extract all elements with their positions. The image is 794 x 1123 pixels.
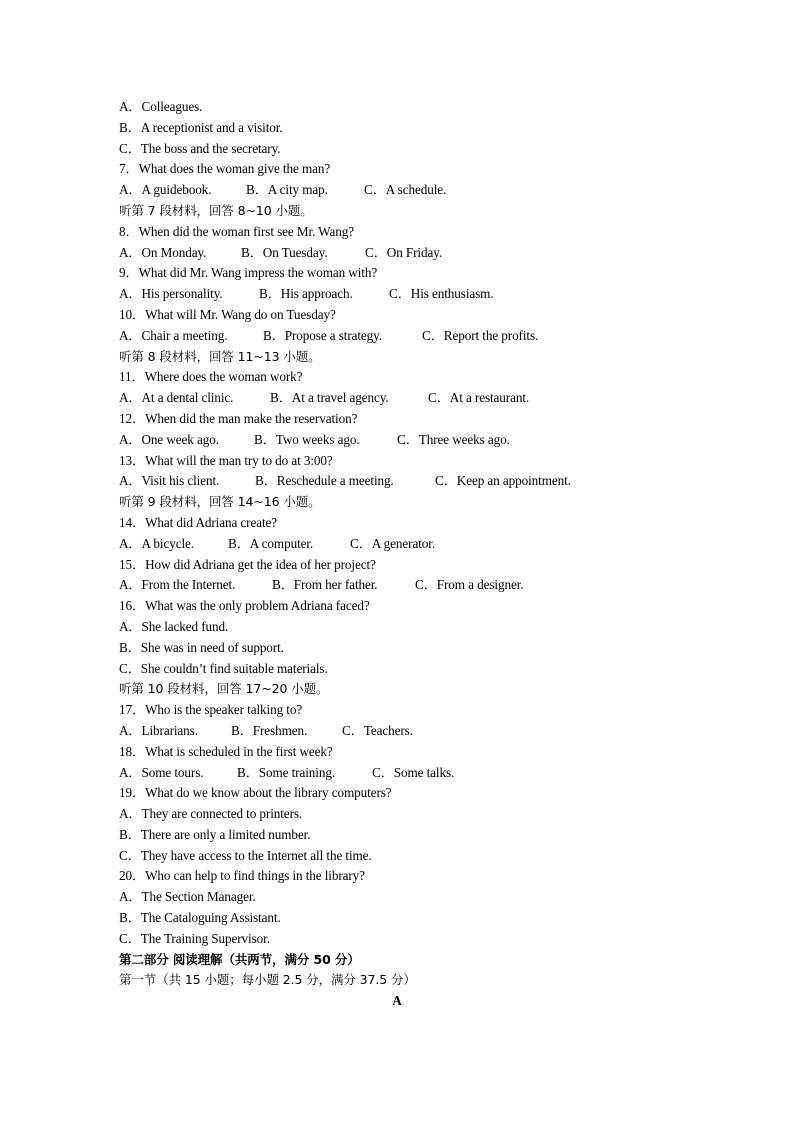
question-line: C．The Training Supervisor.	[119, 930, 270, 946]
answer-option: A．On Monday.	[119, 244, 207, 260]
answer-option: B．At a travel agency.	[270, 390, 389, 406]
answer-option: B．A city map.	[246, 182, 328, 198]
question-line: B．There are only a limited number.	[119, 826, 311, 842]
answer-option: A．Some tours.	[119, 764, 204, 780]
section-instruction: 听第 7 段材料，回答 8~10 小题。	[119, 202, 313, 218]
answer-option: C．Report the profits.	[422, 327, 539, 343]
answer-option: C．Keep an appointment.	[435, 473, 571, 489]
answer-options-row	[119, 575, 679, 596]
part-heading: 第二部分 阅读理解（共两节，满分 50 分）	[119, 951, 360, 967]
passage-label: A	[392, 993, 402, 1009]
question-line: 10．What will Mr. Wang do on Tuesday?	[119, 306, 336, 322]
answer-option: A．Visit his client.	[119, 473, 220, 489]
answer-option: A．Chair a meeting.	[119, 327, 228, 343]
question-line: C．They have access to the Internet all the time.	[119, 847, 372, 863]
answer-option: A．His personality.	[119, 286, 223, 302]
question-line: A．The Section Manager.	[119, 889, 256, 905]
answer-option: C．On Friday.	[365, 244, 443, 260]
answer-option: B．From her father.	[272, 577, 378, 593]
answer-options-row	[119, 326, 679, 347]
question-line: 13．What will the man try to do at 3:00?	[119, 452, 333, 468]
answer-option: B．Some training.	[237, 764, 336, 780]
answer-option: C．His enthusiasm.	[389, 286, 494, 302]
answer-option: A．One week ago.	[119, 431, 219, 447]
question-line: A．They are connected to printers.	[119, 806, 303, 822]
answer-options-row	[119, 243, 679, 264]
section-instruction: 听第 9 段材料，回答 14~16 小题。	[119, 494, 321, 510]
question-line: 7．What does the woman give the man?	[119, 161, 331, 177]
question-line: B．She was in need of support.	[119, 639, 284, 655]
answer-option: B．Two weeks ago.	[254, 431, 360, 447]
answer-option: B．Propose a strategy.	[263, 327, 383, 343]
answer-option: C．A generator.	[350, 535, 436, 551]
answer-option: B．A computer.	[228, 535, 314, 551]
question-line: A．Colleagues.	[119, 99, 203, 114]
answer-option: B．On Tuesday.	[241, 244, 328, 260]
section-instruction: 听第 8 段材料，回答 11~13 小题。	[119, 348, 321, 364]
question-line: 16．What was the only problem Adriana faced?	[119, 598, 370, 614]
answer-option: A．A guidebook.	[119, 182, 212, 198]
answer-option: C．A schedule.	[364, 182, 447, 198]
answer-option: C．Some talks.	[372, 764, 455, 780]
answer-option: C．From a designer.	[415, 577, 524, 593]
answer-option: A．From the Internet.	[119, 577, 236, 593]
answer-options-row	[119, 471, 679, 492]
question-line: A．She lacked fund.	[119, 618, 229, 634]
question-line: 8．When did the woman first see Mr. Wang?	[119, 223, 354, 239]
answer-options-row	[119, 721, 679, 742]
answer-options-row	[119, 284, 679, 305]
answer-option: B．Freshmen.	[231, 722, 308, 738]
answer-option: B．Reschedule a meeting.	[255, 473, 394, 489]
answer-options-row	[119, 180, 679, 201]
answer-options-row	[119, 430, 679, 451]
section-instruction: 第一节（共 15 小题；每小题 2.5 分，满分 37.5 分）	[119, 972, 416, 988]
answer-option: C．Teachers.	[342, 722, 413, 738]
question-line: 17．Who is the speaker talking to?	[119, 702, 303, 718]
question-line: B．The Cataloguing Assistant.	[119, 910, 281, 926]
question-line: 11．Where does the woman work?	[119, 369, 303, 385]
answer-options-row	[119, 534, 679, 555]
question-line: 20．Who can help to find things in the library?	[119, 868, 365, 884]
answer-option: C．At a restaurant.	[428, 390, 530, 406]
document-page	[119, 97, 679, 1012]
question-line: 9．What did Mr. Wang impress the woman with?	[119, 265, 378, 281]
answer-option: A．Librarians.	[119, 722, 198, 738]
answer-option: C．Three weeks ago.	[397, 431, 510, 447]
question-line: 18．What is scheduled in the first week?	[119, 743, 333, 759]
question-line: 19．What do we know about the library computers?	[119, 785, 392, 801]
answer-option: A．A bicycle.	[119, 535, 194, 551]
question-line: C．The boss and the secretary.	[119, 140, 281, 156]
answer-option: B．His approach.	[259, 286, 353, 302]
question-line: B．A receptionist and a visitor.	[119, 119, 283, 135]
answer-options-row	[119, 763, 679, 784]
section-instruction: 听第 10 段材料，回答 17~20 小题。	[119, 681, 329, 697]
question-line: 12．When did the man make the reservation?	[119, 410, 358, 426]
answer-option: A．At a dental clinic.	[119, 390, 234, 406]
question-line: 15．How did Adriana get the idea of her project?	[119, 556, 376, 572]
question-line: 14．What did Adriana create?	[119, 514, 278, 530]
answer-options-row	[119, 388, 679, 409]
question-line: C．She couldn’t find suitable materials.	[119, 660, 328, 676]
